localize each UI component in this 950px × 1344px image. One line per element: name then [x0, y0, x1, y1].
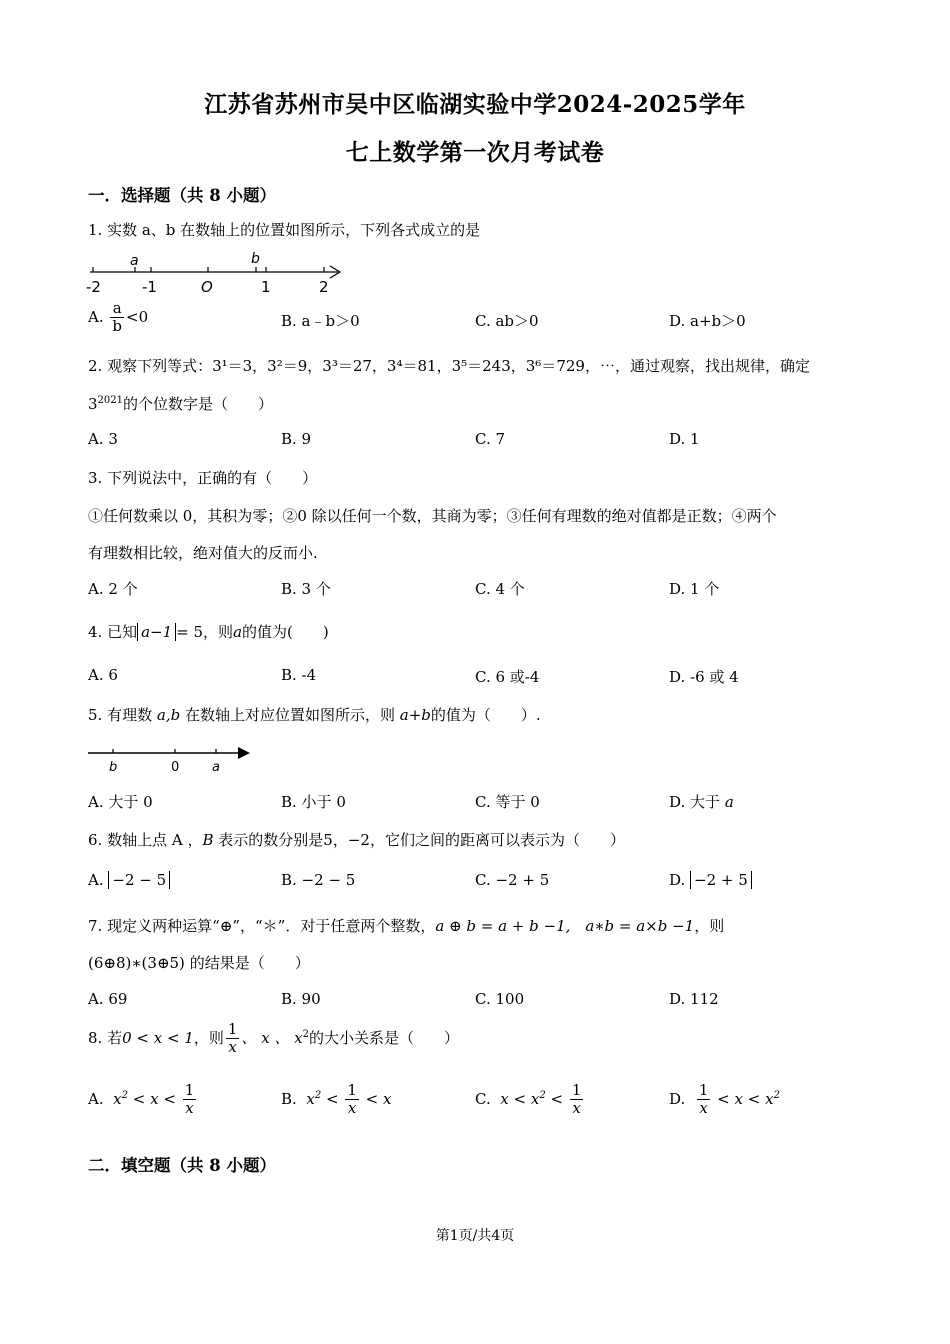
exponent: 2 — [302, 1028, 310, 1040]
stem-text: 在数轴上对应位置如图所示，则 — [184, 706, 395, 724]
expression: (6⊕8)∗(3⊕5) — [88, 954, 185, 972]
power-base: 3 — [88, 395, 98, 413]
q5-option-a: A. 大于 0 — [88, 793, 153, 811]
q5-number-line — [86, 742, 256, 776]
q4-options — [88, 666, 888, 690]
q1-point-a-label: a — [130, 253, 139, 269]
q1-tick-label: 2 — [319, 278, 329, 296]
q2-stem-line1: 2. 观察下列等式：3¹＝3，3²＝9，3³＝27，3⁴＝81，3⁵＝243，3⁶＝729，⋯，通过观察，找出规律，确定 — [88, 357, 810, 375]
q1-tick-label: -2 — [86, 278, 101, 296]
less-than: < — [365, 1089, 379, 1108]
q1-number-line — [86, 250, 351, 298]
q1-tick-label: -1 — [142, 278, 157, 296]
less-than: < — [325, 1089, 339, 1108]
q7-options — [88, 990, 888, 1014]
fraction — [570, 1082, 584, 1118]
q3-option-b: B. 3 个 — [281, 580, 331, 598]
q1-stem: 1. 实数 a、b 在数轴上的位置如图所示，下列各式成立的是 — [88, 221, 481, 239]
fraction-denominator: x — [228, 1038, 237, 1057]
variable: x — [530, 1089, 540, 1108]
fraction — [110, 300, 124, 336]
q7-stem-line1 — [88, 915, 724, 936]
q7-stem-line2 — [88, 952, 310, 973]
stem-text: 的结果是（ ） — [189, 954, 310, 972]
fraction-numerator: 1 — [227, 1020, 238, 1038]
option-label: A. — [88, 307, 104, 326]
option-label: C. — [475, 1089, 491, 1108]
fraction — [345, 1082, 359, 1118]
absolute-value-expression: −2 − 5 — [108, 871, 170, 889]
fraction — [697, 1082, 711, 1118]
exam-title-line2: 七上数学第一次月考试卷 — [345, 139, 605, 166]
fraction — [183, 1082, 197, 1118]
q3-option-a: A. 2 个 — [88, 580, 138, 598]
absolute-value-expression: −2 + 5 — [690, 871, 752, 889]
variable: x — [500, 1089, 509, 1108]
stem-text: 4. 已知 — [88, 623, 138, 641]
fraction-numerator: 1 — [347, 1081, 357, 1099]
variable: x — [765, 1089, 774, 1108]
q5-option-b: B. 小于 0 — [281, 793, 346, 811]
operation-definition: a ⊕ b = a + b −1, a∗b = a×b −1 — [435, 917, 695, 935]
q2-stem-line2 — [88, 393, 273, 414]
stem-text: 8. 若 — [88, 1028, 123, 1047]
q3-option-c: C. 4 个 — [475, 580, 525, 598]
stem-text: 5. 有理数 — [88, 706, 153, 724]
q5-point-a-label: a — [212, 760, 220, 775]
q6-option-d — [669, 871, 752, 889]
q8-stem — [88, 1021, 459, 1057]
variable: x — [734, 1089, 743, 1108]
fraction-denominator: x — [699, 1099, 708, 1118]
page-footer: 第1页/共4页 — [435, 1228, 515, 1244]
q7-option-b: B. 90 — [281, 990, 321, 1008]
section-heading-fill-blank: 二．填空题（共 8 小题） — [88, 1156, 276, 1175]
q7-option-d: D. 112 — [669, 990, 719, 1008]
q8-option-c — [475, 1082, 585, 1118]
option-label: B. — [281, 1089, 297, 1108]
option-label: D. — [669, 1089, 686, 1108]
exponent: 2 — [773, 1089, 780, 1101]
q3-options — [88, 578, 888, 602]
option-label: D. — [669, 871, 686, 889]
stem-text: ，则 — [193, 1028, 224, 1047]
q6-options — [88, 871, 888, 895]
q4-option-d: D. -6 或 4 — [669, 668, 739, 686]
fraction-numerator: 1 — [184, 1081, 195, 1099]
section-heading-choice: 一．选择题（共 8 小题） — [88, 186, 276, 205]
exam-title-line1: 江苏省苏州市吴中区临湖实验中学2024-2025学年 — [204, 91, 746, 118]
fraction-denominator: b — [112, 317, 122, 336]
q1-option-a — [88, 300, 148, 336]
q8-options — [88, 1082, 888, 1132]
exponent: 2 — [121, 1089, 128, 1101]
stem-text: 的大小关系是（ ） — [309, 1028, 460, 1047]
stem-text: 的个位数字是（ ） — [123, 395, 274, 413]
stem-text: 表示的数分别是 — [218, 831, 324, 849]
expression: 、 x 、 x — [241, 1028, 303, 1047]
condition: 0 < x < 1 — [122, 1028, 194, 1047]
variable: x — [383, 1089, 392, 1108]
q1-tick-label: O — [201, 278, 213, 296]
numbers: 5，−2 — [323, 831, 370, 849]
variable: a — [724, 793, 734, 811]
absolute-value-expression: a−1 — [137, 623, 176, 641]
exponent: 2 — [539, 1089, 546, 1101]
stem-text: ，则 — [203, 623, 234, 641]
fraction-denominator: x — [572, 1099, 581, 1118]
stem-text: 的值为( ) — [242, 623, 329, 641]
less-than: < — [513, 1089, 527, 1108]
q7-option-a: A. 69 — [88, 990, 128, 1008]
q2-option-c: C. 7 — [475, 430, 506, 448]
q4-option-a: A. 6 — [88, 666, 118, 684]
variable: x — [150, 1089, 159, 1108]
q6-option-b: B. −2 − 5 — [281, 871, 356, 889]
stem-text: ，它们之间的距离可以表示为（ ） — [369, 831, 625, 849]
stem-text: 的值为（ ）. — [430, 706, 541, 724]
fraction-numerator: a — [110, 300, 124, 318]
q2-option-d: D. 1 — [669, 430, 700, 448]
equation-part: = 5 — [176, 623, 204, 641]
q7-option-c: C. 100 — [475, 990, 525, 1008]
q4-stem — [88, 621, 329, 642]
exponent: 2 — [314, 1089, 322, 1101]
less-than: < — [717, 1089, 730, 1108]
less-than: < — [747, 1089, 761, 1108]
option-text: <0 — [126, 307, 149, 326]
q1-point-b-label: b — [251, 251, 260, 267]
q8-option-b — [281, 1082, 391, 1118]
q5-stem — [88, 704, 541, 725]
q1-tick-label: 1 — [261, 278, 271, 296]
option-label: A. — [88, 1089, 104, 1108]
q5-option-d — [669, 791, 734, 812]
stem-text: 6. 数轴上点 A ， — [88, 831, 203, 849]
fraction-numerator: 1 — [698, 1081, 709, 1099]
q3-body-line1: ①任何数乘以 0，其积为零；②0 除以任何一个数，其商为零；③任何有理数的绝对值都是正数；④两个 — [88, 507, 777, 525]
variable: x — [113, 1089, 122, 1108]
q2-options — [88, 430, 888, 454]
q6-stem — [88, 829, 625, 850]
q3-option-d: D. 1 个 — [669, 580, 720, 598]
q1-option-b: B. a﹣b＞0 — [281, 312, 360, 330]
q5-option-c: C. 等于 0 — [475, 793, 540, 811]
q2-option-a: A. 3 — [88, 430, 118, 448]
q3-stem: 3. 下列说法中，正确的有（ ） — [88, 469, 318, 487]
variable: a — [233, 623, 243, 641]
q4-option-b: B. -4 — [281, 666, 317, 684]
q2-option-b: B. 9 — [281, 430, 312, 448]
q4-option-c: C. 6 或-4 — [475, 668, 540, 686]
q1-option-d: D. a+b＞0 — [669, 312, 746, 330]
variable: x — [306, 1089, 315, 1108]
q3-body-line2: 有理数相比较，绝对值大的反而小. — [88, 544, 318, 562]
less-than: < — [132, 1089, 146, 1108]
q8-option-d — [669, 1082, 780, 1118]
power-exponent: 2021 — [97, 395, 123, 406]
fraction-numerator: 1 — [571, 1081, 582, 1099]
q5-point-b-label: b — [109, 760, 118, 775]
fraction — [226, 1021, 240, 1057]
q6-option-c: C. −2 + 5 — [475, 871, 550, 889]
q6-option-a — [88, 871, 170, 889]
q1-options — [88, 299, 888, 336]
q8-option-a — [88, 1082, 198, 1118]
q5-origin-label: 0 — [171, 760, 180, 775]
stem-text: 7. 现定义两种运算“⊕”，“＊”．对于任意两个整数， — [88, 917, 436, 935]
q1-option-c: C. ab＞0 — [475, 312, 539, 330]
fraction-denominator: x — [185, 1099, 194, 1118]
fraction-denominator: x — [347, 1099, 357, 1118]
variable: a,b — [156, 706, 181, 724]
option-label: A. — [88, 871, 104, 889]
less-than: < — [550, 1089, 564, 1108]
option-text: D. 大于 — [669, 793, 721, 811]
point-label: B — [202, 831, 214, 849]
q5-options — [88, 791, 888, 815]
expression: a+b — [399, 706, 431, 724]
less-than: < — [163, 1089, 176, 1108]
stem-text: ，则 — [694, 917, 725, 935]
